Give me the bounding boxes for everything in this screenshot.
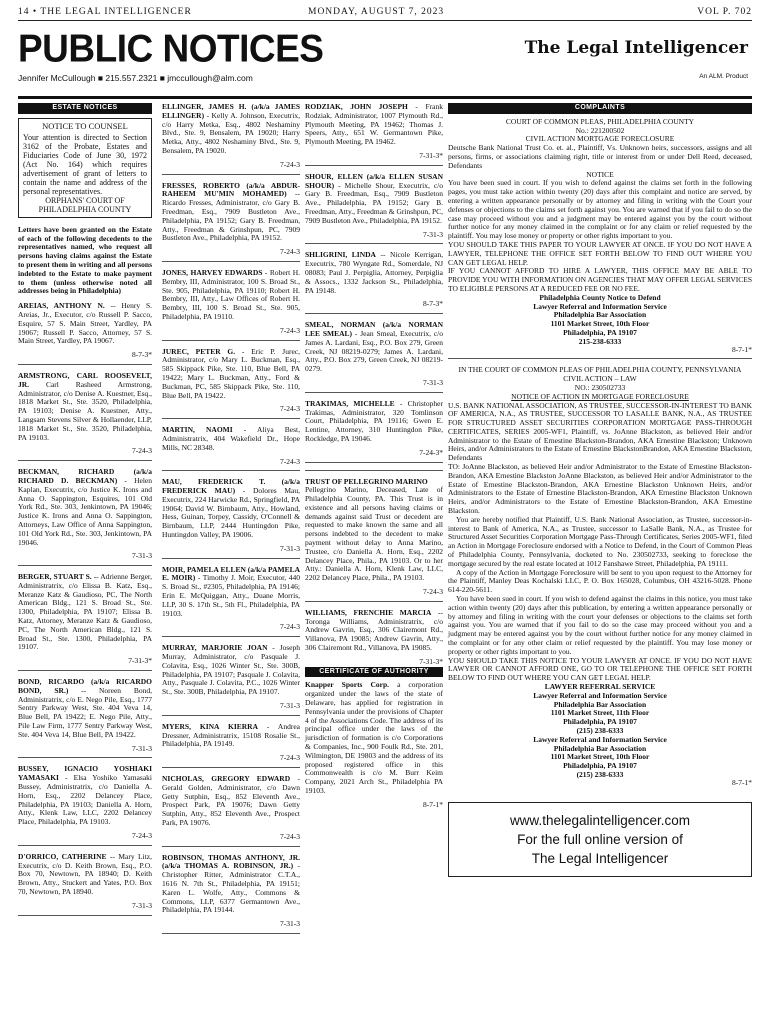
contact-line: (215) 238-6333 <box>576 725 624 735</box>
entry-text: - Kelly A. Johnson, Executrix, c/o Harry Metka, Esq., 4802 Neshaminy Blvd., Ste. 9, Bensalem, PA 19020; Harry Metka, Atty., 4802 Neshaminy Blvd., Ste. 9, Bensalem, PA 19020. <box>162 110 300 155</box>
williams-ref: 7-31-3* <box>419 656 443 666</box>
entry-name: WILLIAMS, FRENCHIE MARCIA <box>305 607 432 617</box>
estate-entry <box>162 426 300 452</box>
divider <box>162 636 300 638</box>
entry-name: BOND, RICARDO (a/k/a RICARDO BOND, SR.) <box>18 677 152 695</box>
entry-ref: 7-24-3 <box>280 404 300 414</box>
divider <box>18 845 152 847</box>
entry-text: a corporation organized under the laws of the state of Delaware, has applied for registration in Pennsylvania under the provisions of Chapter 4 of the Associations Code. The address of its principal office under the laws of the jurisdiction of formation is c/o Corporations & Companies, Inc., 900 Foulk Rd., Ste. 201, Wilmington, DE 19803 and the address of its proposed registered office in this Commonwealth is c/o M. Burr Keim Company, 2021 Arch St., Philadelphia PA 19103. <box>305 680 443 795</box>
n1-caption: Deutsche Bank National Trust Co. et. al., Plaintiff, Vs. Unknown heirs, successors, assigns and all persons, firms, or associations claiming right, title or interest from or under Dell Reed, deceased, Defendants <box>448 143 752 170</box>
entry-ref: 7-31-3 <box>132 900 152 910</box>
contact-line: The Legal Intelligencer <box>531 850 669 866</box>
entry-ref: 7-24-3 <box>280 247 300 257</box>
estate-entry <box>162 854 300 916</box>
entry-ref: 7-24-3 <box>280 622 300 632</box>
entry-name: MYERS, KINA KIERRA <box>162 721 258 731</box>
estate-entry <box>162 566 300 619</box>
banner-rule <box>18 96 752 99</box>
contact-line: Philadelphia Bar Association <box>553 743 647 753</box>
contact-line: Lawyer Referral and Information Service <box>533 734 667 744</box>
contact-line: Philadelphia, PA 19107 <box>563 761 637 771</box>
contact-line: Philadelphia Bar Association <box>553 699 647 709</box>
estate-entry <box>162 723 300 749</box>
entry-name: BERGER, STUART S. <box>18 572 92 582</box>
entry-text: - Elsa Yoshiko Yamasaki Bussey, Administratrix, c/o Daniella A. Horn, Esq., 2202 Delancey Place, Philadelphia, PA 19103; Daniella A. Horn, Atty., Klenk Law, LLC, 2202 Delancey Place, Philadelphia, PA 19103. <box>18 773 152 827</box>
estate-entry <box>18 302 152 346</box>
estate-entry <box>18 372 152 442</box>
entry-text: -- Adrienne Berger, Administratrix, c/o Elissa B. Katz, Esq., Meranze Katz & Gaudioso, PC, The North American Bldg., 121 S. Broad St., Ste. 1300, Philadelphia, PA 19107; Elissa B. Katz, Attorney, Meranze Katz & Gaudioso, PC, The North American Bldg., 121 S. Broad St., Ste. 1300, Philadelphia, PA 19107. <box>18 572 152 652</box>
entry-name: SHLIGRINI, LINDA <box>305 250 376 260</box>
entry-name: MAU, FREDERICK T. (a/k/a FREDERICK MAU) <box>162 477 300 496</box>
entry-ref: 7-31-3 <box>423 229 443 239</box>
estate-entry <box>162 644 300 697</box>
contact-line: Philadelphia Bar Association <box>553 310 647 320</box>
contact-line: For the full online version of <box>517 831 683 847</box>
divider <box>305 470 443 472</box>
entry-name: SMEAL, NORMAN (a/k/a NORMAN LEE SMEAL) <box>305 320 443 338</box>
divider <box>18 364 152 366</box>
column-1 <box>18 103 152 923</box>
estate-entry <box>162 182 300 244</box>
entry-ref: 7-31-3* <box>419 150 443 160</box>
estate-notices-header: ESTATE NOTICES <box>18 103 152 114</box>
entry-name: BUSSEY, IGNACIO YOSHIAKI YAMASAKI <box>18 764 152 783</box>
n2-ref: 8-7-1* <box>732 777 752 787</box>
divider <box>305 601 443 603</box>
entry-ref: 7-31-3 <box>132 551 152 561</box>
n2-title: NOTICE OF ACTION IN MORTGAGE FORECLOSURE <box>511 391 689 401</box>
trust-ref: 7-24-3 <box>423 587 443 597</box>
n2-para-3: You are hereby notified that Plaintiff, U.S. Bank National Association, as Trustee, successor-in-interest to Bank of America, N.A., as Trustee, successor to LaSalle Bank, N.A., as Trustee for Structured Asset Securities Corporation Mortgage Pass-Through Certificates, Series 2005-WF1, filed an Action in Mortgage Foreclosure endorsed with a Notice to Defend, in the Court of Common Pleas of Philadelphia County, Pennsylvania, docketed to No. 230502733, seeking to foreclose the mortgage secured by the real estate located at 1012 Fanshawe Street, Philadelphia, PA 19111. <box>448 514 752 568</box>
estate-entry <box>162 478 300 540</box>
section-title: PUBLIC NOTICES <box>18 26 324 70</box>
orphans-court-label: ORPHANS' COURT OF PHILADELPHIA COUNTY <box>38 195 132 214</box>
entry-ref: 7-24-3 <box>280 456 300 466</box>
letters-intro: Letters have been granted on the Estate of each of the following decedents to the representatives named, who request all persons having claims against the Estate to present them in writing and all persons indebted to the Estate to make payment to them (unless otherwise noted all addresses being in Philadelphia) <box>18 224 152 296</box>
entry-ref: 7-31-3 <box>423 377 443 387</box>
volume-number: VOL P. 702 <box>697 7 752 17</box>
contact-line: Philadelphia, PA 19107 <box>563 717 637 727</box>
n2-contact-1 <box>448 683 752 736</box>
entry-text: - Frank Rodziak, Administrator, 1007 Plymouth Rd., Plymouth Meeting, PA 19462; Thomas J. Speers, Atty., 651 W. Germantown Pike, Plymouth Meeting, PA 19462. <box>305 102 443 147</box>
entry-name: TRAKIMAS, MICHELLE <box>305 398 395 408</box>
contact-line: Philadelphia County Notice to Defend <box>539 292 661 302</box>
divider <box>448 358 752 360</box>
entry-ref: 7-31-3 <box>280 919 300 929</box>
trust-text: Pellegrino Marino, Deceased, Late of Philadelphia County, PA. This Trust is in existence and all persons having claims or demands against said Trust or decedent are requested to make known the same and all persons indebted to the decedent to make payment without delay to Anna Marino, Trustee, c/o Daniella A. Horn, Esq., 2202 Delancey Place, Phila., PA 19103. Or to her Atty.: Daniella A. Horn, Klenk Law, LLC, 2202 Delancey Place, Phila., PA 19103. <box>305 485 443 583</box>
entry-name: ELLINGER, JAMES H. (a/k/a JAMES ELLINGER) <box>162 102 300 120</box>
estate-entry <box>18 573 152 652</box>
divider <box>305 462 443 464</box>
entry-text: - Andrea Dressner, Administratrix, 15108 Rosalie St., Philadelphia, PA 19149. <box>162 721 301 749</box>
divider <box>162 767 300 769</box>
entry-text: - Aliya Best, Administratrix, 404 Wakefield Dr., Hope Mills, NC 28348. <box>162 425 300 452</box>
n1-number: No.: 221200502 <box>575 125 625 135</box>
contact-line: Lawyer Referral and Information Service <box>533 301 667 311</box>
entry-text: - Eric P. Jurec, Administrator, c/o Mary L. Buckman, Esq., 585 Skippack Pike, Ste. 110, Blue Bell, PA 19422; Mary L. Buckman, Atty., Ford & Buckman, PC, 585 Skippack Pike, Ste. 110, Blue Bell, PA 19422. <box>162 346 300 400</box>
estate-list <box>162 103 300 935</box>
entry-ref: 7-24-3 <box>280 159 300 169</box>
contact-line: www.thelegalintelligencer.com <box>509 812 691 828</box>
entry-ref: 8-7-3* <box>423 299 443 309</box>
contact-line: 1101 Market Street, 11th Floor <box>550 708 650 718</box>
divider <box>162 340 300 342</box>
entry-name: MARTIN, NAOMI <box>162 425 233 435</box>
divider <box>162 846 300 848</box>
column-3 <box>305 103 443 810</box>
contact-line: Lawyer Referral and Information Service <box>533 690 667 700</box>
entry-ref: 8-7-3* <box>132 350 152 360</box>
knapper-ref: 8-7-1* <box>423 799 443 809</box>
entry-name: MOIR, PAMELA ELLEN (a/k/a PAMELA E. MOIR) <box>162 564 300 583</box>
n2-court: IN THE COURT OF COMMON PLEAS OF PHILADELPHIA COUNTY, PENNSYLVANIA CIVIL ACTION – LAW <box>458 365 742 384</box>
entry-text: - Dolores Mau, Executrix, 224 Harwicke Rd., Springfield, PA 19064; David W. Birnbaum, Atty., Howland, Hess, Guinan, Torpey, Cassidy, O'Connell & Birnbaum, LLP, 2444 Huntingdon Pike, Huntingdon Valley, PA 19006. <box>162 486 300 540</box>
entry-name: ARMSTRONG, CARL ROOSEVELT, JR. <box>18 370 152 389</box>
complaints-header: COMPLAINTS <box>448 103 752 114</box>
entry-ref: 7-24-3 <box>132 831 152 841</box>
contact-line: Philadelphia, PA 19107 <box>563 327 637 337</box>
contact-line: 215-238-6333 <box>578 336 622 346</box>
column-2 <box>162 103 300 941</box>
entry-name: JONES, HARVEY EDWARDS <box>162 267 263 277</box>
entry-ref: 7-31-3 <box>280 701 300 711</box>
entry-text: -- Toronga Williams, Administratrix, c/o Andrew Gavrin, Esq., 306 Clairemont Rd., Villanova, PA 19085; Andrew Gavrin, Atty., 306 Clairemont Rd., Villanova, PA 19085. <box>305 607 443 653</box>
estate-list <box>18 302 152 916</box>
entry-text: - Gerald Golden, Administrator, c/o Dawn Getty Sutphin, Esq., 852 Eleventh Ave., Prospect Park, PA 19076; Dawn Getty Sutphin, Atty., 852 Eleventh Ave., Prospect Park, PA 19076. <box>162 774 300 827</box>
divider <box>305 392 443 394</box>
contact-line: LAWYER REFERRAL SERVICE <box>544 682 656 691</box>
page-header <box>18 6 752 21</box>
entry-text: -- Mary Litz, Executrix, c/o D. Keith Brown, Esq., P.O. Box 70, Newtown, PA 18940; D. Keith Brown, Atty., Stuckert and Yates, P.O. Box 70, Newtown, PA 18940. <box>18 851 152 896</box>
notice-to-counsel-text: Your attention is directed to Section 3162 of the Probate, Estates and Fiduciaries Code of June 30, 1972 (Act No. 164) which requires advertisement of grant of letters to contain the name and address of the personal representatives. <box>23 132 147 196</box>
entry-name: D'ORRICO, CATHERINE <box>18 851 107 861</box>
n2-number: NO.: 230502733 <box>574 382 626 392</box>
publication-logo: The Legal Intelligencer <box>524 38 748 58</box>
entry-name: BECKMAN, RICHARD (a/k/a RICHARD D. BECKMAN) <box>18 467 152 485</box>
entry-name: RODZIAK, JOHN JOSEPH <box>305 102 408 111</box>
divider <box>162 558 300 560</box>
divider <box>162 174 300 176</box>
divider <box>305 243 443 245</box>
entry-text: - Christopher Trakimas, Administrator, 320 Tomlinson Court, Philadelphia, PA 19116; Gwen E. Lentine, Attorney, 310 Huntingdon Pike, Rockledge, PA 19046. <box>305 398 443 443</box>
entry-text: - Timothy J. Moir, Executor, 440 S. Broad St., #2305, Philadelphia, PA 19146; Erin E. McQuiggan, Atty., Duane Morris, LLP, 30 S. 17th St., 5th Fl., Philadelphia, PA 19103. <box>162 573 300 618</box>
entry-text: -- Noreen Bond, Administratrix, c/o E. Nego Pile, Esq., 1777 Sentry Parkway West, Ste. 404 Veva 14, Blue Bell, PA 19422; E. Nego Pile, Atty., Pile Law Firm, 1777 Sentry Parkway West, Ste. 404 Veva 14, Blue Bell, PA 19422. <box>18 685 152 739</box>
estate-entry <box>305 173 443 226</box>
entry-name: ROBINSON, THOMAS ANTHONY, JR. (a/k/a THOMAS A. ROBINSON, JR.) <box>162 852 300 871</box>
entry-text: - Joseph Murray, Administrator, c/o Pasquale J. Colavita, Esq., 1026 Winter St., Ste. 300B, Philadelphia, PA 19107; Pasquale J. Colavita, Atty., Pasquale J. Colavita, P.C., 1026 Winter St., Ste. 300B, Philadelphia, PA 19107. <box>162 643 300 697</box>
divider <box>162 933 300 935</box>
entry-ref: 7-24-3 <box>280 325 300 335</box>
n1-action: CIVIL ACTION MORTGAGE FORECLOSURE <box>525 134 675 144</box>
n1-court: COURT OF COMMON PLEAS, PHILADELPHIA COUNTY <box>505 116 695 126</box>
entry-ref: 7-24-3* <box>419 447 443 457</box>
page-number: 14 • THE LEGAL INTELLIGENCER <box>18 7 192 17</box>
n1-text-3: IF YOU CANNOT AFFORD TO HIRE A LAWYER, THIS OFFICE MAY BE ABLE TO PROVIDE YOU WITH INFORMATION ON AGENCIES THAT MAY OFFER LEGAL SERVICES TO ELIGIBLE PERSONS AT A REDUCED FEE OR NO FEE. <box>448 266 752 293</box>
estate-entry <box>305 251 443 295</box>
divider <box>18 757 152 759</box>
estate-entry <box>18 853 152 897</box>
entry-ref: 7-24-3 <box>280 831 300 841</box>
entry-ref: 7-24-3 <box>280 753 300 763</box>
estate-entry <box>18 765 152 827</box>
divider <box>305 313 443 315</box>
contact-line: (215) 238-6333 <box>576 769 624 779</box>
entry-text: - Michelle Shour, Executrix, c/o Gary B. Freedman, Esq., 7909 Bustleton Ave., Philadelphia, PA 19152; Gary B. Freedman, Atty., Freedman & Grinshpun, PC, 7909 Bustleton Ave., Philadelphia, PA 19152. <box>305 180 443 225</box>
estate-entry <box>162 348 300 401</box>
entry-text: -- Ricardo Fresses, Administrator, c/o Gary B. Freedman, Esq., 7909 Bustleton Ave., Philadelphia, PA 19152; Gary B. Freedman, Atty., Freedman & Grinshpun, PC, 7909 Bustleton Ave., Philadelphia, PA 19152. <box>162 189 301 243</box>
entry-name: MURRAY, MARJORIE JOAN <box>162 643 268 653</box>
entry-text: -- Henry S. Areias, Jr., Executor, c/o Russell P. Sacco, Esquire, 57 S. Main Street, Yardley, PA 19067; Russell P. Sacco, Attorney, 57 S. Main Street, Yardley, PA 19067. <box>18 301 152 346</box>
n2-to: TO: JoAnne Blackston, as believed Heir and/or Administrator to the Estate of Ernestine Blackston-Brandon, AKA Ernestine Blackston JoAnne Blackston, as believed Heir and/or Administrator to the Estate of Ernestine Blackston-Brandon, AKA Ernestine Blackston Unknown Heirs, and/or Administrators to the Estate of Ernestine Blackston-Brandon, AKA Ernestine Blackston Unknown Heirs, and/or Administrators to the Estate of Ernestine Blackston-Brandon, AKA Ernestine Blackston. <box>448 462 752 516</box>
n1-notice-label: NOTICE <box>586 169 614 179</box>
n2-para-5: You have been sued in court. If you wish to defend against the claims in this notice, you must take action within twenty (20) days after this publication, by entering a written appearance personally or by attorney and filing in writing with the court your defenses or objections to the claims set forth against you. You are warned that if you fail to do so the case may proceed without you and a judgment may be entered against you by the court without further notice for any money claimed in the complaint or for any other claim or relief requested by the plaintiff. You may lose money or property or other rights important to you. <box>448 594 752 656</box>
divider <box>18 565 152 567</box>
trust-title: TRUST OF PELLEGRINO MARINO <box>305 476 428 486</box>
estate-entry <box>162 269 300 322</box>
issue-date: MONDAY, AUGUST 7, 2023 <box>308 7 445 17</box>
knapper-entry <box>305 681 443 795</box>
notice-to-counsel-box <box>18 118 152 218</box>
entry-text: Carl Rasheed Armstrong, Administrator, c/o Denise A. Kuestner, Esq., 1818 Market St., Ste. 3520, Philadelphia, PA 19103; Denise A. Kuestner, Atty., Langsam Stevens Silver & Hollaender, LLP, 1818 Market St., Ste. 3520, Philadelphia, PA 19103. <box>18 379 152 442</box>
entry-ref: 7-24-3 <box>132 446 152 456</box>
entry-ref: 7-31-3 <box>132 743 152 753</box>
divider <box>18 460 152 462</box>
entry-text: - Jean Smeal, Executrix, c/o James A. Lardani, Esq., P.O. Box 279, Green Creek, NJ 08219-0279; James A. Lardani, Atty., P.O. Box 279, Green Creek, NJ 08219-0279. <box>305 328 443 374</box>
n2-contact-2 <box>448 736 752 780</box>
divider <box>305 165 443 167</box>
estate-entry <box>305 400 443 444</box>
column-4 <box>448 103 752 877</box>
estate-entry <box>305 103 443 147</box>
n2-para-4: A copy of the Action in Mortgage Foreclosure will be sent to you upon request to the Attorney for the Plaintiff, Manley Deas Kochalski LLC, P. O. Box 165028, Columbus, OH 43216-5028. Phone 614-220-5611. <box>448 567 752 595</box>
alm-product-tag: An ALM. Product <box>699 73 748 80</box>
entry-text: - Helen Kaplan, Executrix, c/o Justice K. Irons and Anna O. Sappington, Esquires, 101 Old York Rd., Ste. 303, Jenkintown, PA 19046; Justice K. Irons and Anna O. Sappington, Attorneys, Law Office of Anna Sappington, 101 Old York Rd., Ste. 303, Jenkintown, PA 19046. <box>18 475 152 547</box>
estate-entry <box>18 678 152 740</box>
divider <box>18 670 152 672</box>
contact-line: Jennifer McCullough ■ 215.557.2321 ■ jmccullough@alm.com <box>18 73 253 83</box>
entry-name: SHOUR, ELLEN (a/k/a ELLEN SUSAN SHOUR) <box>305 171 443 190</box>
entry-name: Knapper Sports Corp. <box>305 680 390 690</box>
divider <box>162 715 300 717</box>
estate-list <box>305 103 443 464</box>
divider <box>162 470 300 472</box>
n1-contact <box>448 294 752 347</box>
entry-name: FRESSES, ROBERTO (a/k/a ABDUR-RAHEEM MU'MIN MOHAMED) <box>162 180 300 199</box>
n1-ref: 8-7-1* <box>732 344 752 354</box>
williams-entry <box>305 609 443 653</box>
n1-text-2: YOU SHOULD TAKE THIS PAPER TO YOUR LAWYER AT ONCE. IF YOU DO NOT HAVE A LAWYER, TELEPHONE THE OFFICE SET FORTH BELOW TO FIND OUT WHERE YOU CAN GET LEGAL HELP. <box>448 239 752 267</box>
contact-line: 1101 Market Street, 10th Floor <box>550 319 650 329</box>
website-promo <box>448 802 752 877</box>
estate-entry <box>162 775 300 828</box>
trust-notice <box>305 478 443 584</box>
estate-entry <box>162 103 300 156</box>
entry-name: NICHOLAS, GREGORY EDWARD <box>162 774 291 784</box>
divider <box>162 418 300 420</box>
entry-text: - Christopher Ritter, Administrator C.T.A., 1616 N. 7th St., Philadelphia, PA 19151; Karen L. Wolfe, Atty., Commons & Commons, LLP, 6377 Germantown Ave., Philadelphia, PA 19144. <box>162 861 301 915</box>
entry-name: AREIAS, ANTHONY N. <box>18 301 105 311</box>
divider <box>162 261 300 263</box>
n1-text-1: You have been sued in court. If you wish to defend against the claims set forth in the following pages, you must take action within twenty (20) days after this complaint and notice are served, by entering a written appearance personally or by attorney and filing in writing with the Court your defenses or objections to the claims set forth against you. You are warned that if you fail to do so the case may proceed without you and a judgment may be entered against you by the court without further notice for any money claimed in the complaint or for any claim or relief requested by the plaintiff. You may lose money or property or other rights important to you. <box>448 178 752 241</box>
contact-line: 1101 Market Street, 10th Floor <box>550 752 650 762</box>
entry-ref: 7-31-3* <box>128 656 152 666</box>
entry-ref: 7-31-3 <box>280 543 300 553</box>
banner <box>18 24 752 96</box>
estate-entry <box>18 468 152 547</box>
entry-text: -- Nicole Kerrigan, Executrix, 780 Wyngate Rd., Somerdale, NJ 08083; Paul J. Perpiglia, Attorney, Perpiglia & Assocs., 1332 Jackson St., Philadelphia, PA 19148. <box>305 250 443 295</box>
n2-caption: U.S. BANK NATIONAL ASSOCIATION, AS TRUSTEE, SUCCESSOR-IN-INTEREST TO BANK OF AMERICA, N.A., AS TRUSTEE, SUCCESSOR TO LASALLE BANK, N.A., AS TRUSTEE FOR STRUCTURED ASSET SECURITIES CORPORATION MORTGAGE PASS-THROUGH CERTIFICATES, SERIES 2005-WF1, Plaintiff, vs. JoAnne Blackston, as believed Heir and/or Administrator to the Estate of Ernestine Blackston-Brandon, AKA Ernestine Blackston; Unknown Heirs, and/or Administrators to the Estate of Ernestine BlackstonBrandon, AKA Ernestine Blackston, Defendants <box>448 400 752 463</box>
entry-text: - Robert H. Bembry, III, Administrator, 100 S. Broad St., Ste. 905, Philadelphia, PA 19110; Robert H. Bembry, III, Atty., Law Offices of Robert H. Bembry, III, 100 S. Broad St., Ste. 905, Philadelphia, PA 19110. <box>162 267 301 321</box>
notice-to-counsel-title: NOTICE TO COUNSEL <box>42 120 128 131</box>
entry-name: JUREC, PETER G. <box>162 346 236 356</box>
n2-para-6: YOU SHOULD TAKE THIS NOTICE TO YOUR LAWYER AT ONCE. IF YOU DO NOT HAVE LAWYER OR CANNOT AFFORD ONE, GO TO OR TELEPHONE THE OFFICE SET FORTH BELOW TO FIND OUT WHERE YOU CAN GET LEGAL HELP. <box>448 655 752 683</box>
certificate-of-authority-header: CERTIFICATE OF AUTHORITY <box>305 667 443 678</box>
estate-entry <box>305 321 443 374</box>
divider <box>18 915 152 917</box>
